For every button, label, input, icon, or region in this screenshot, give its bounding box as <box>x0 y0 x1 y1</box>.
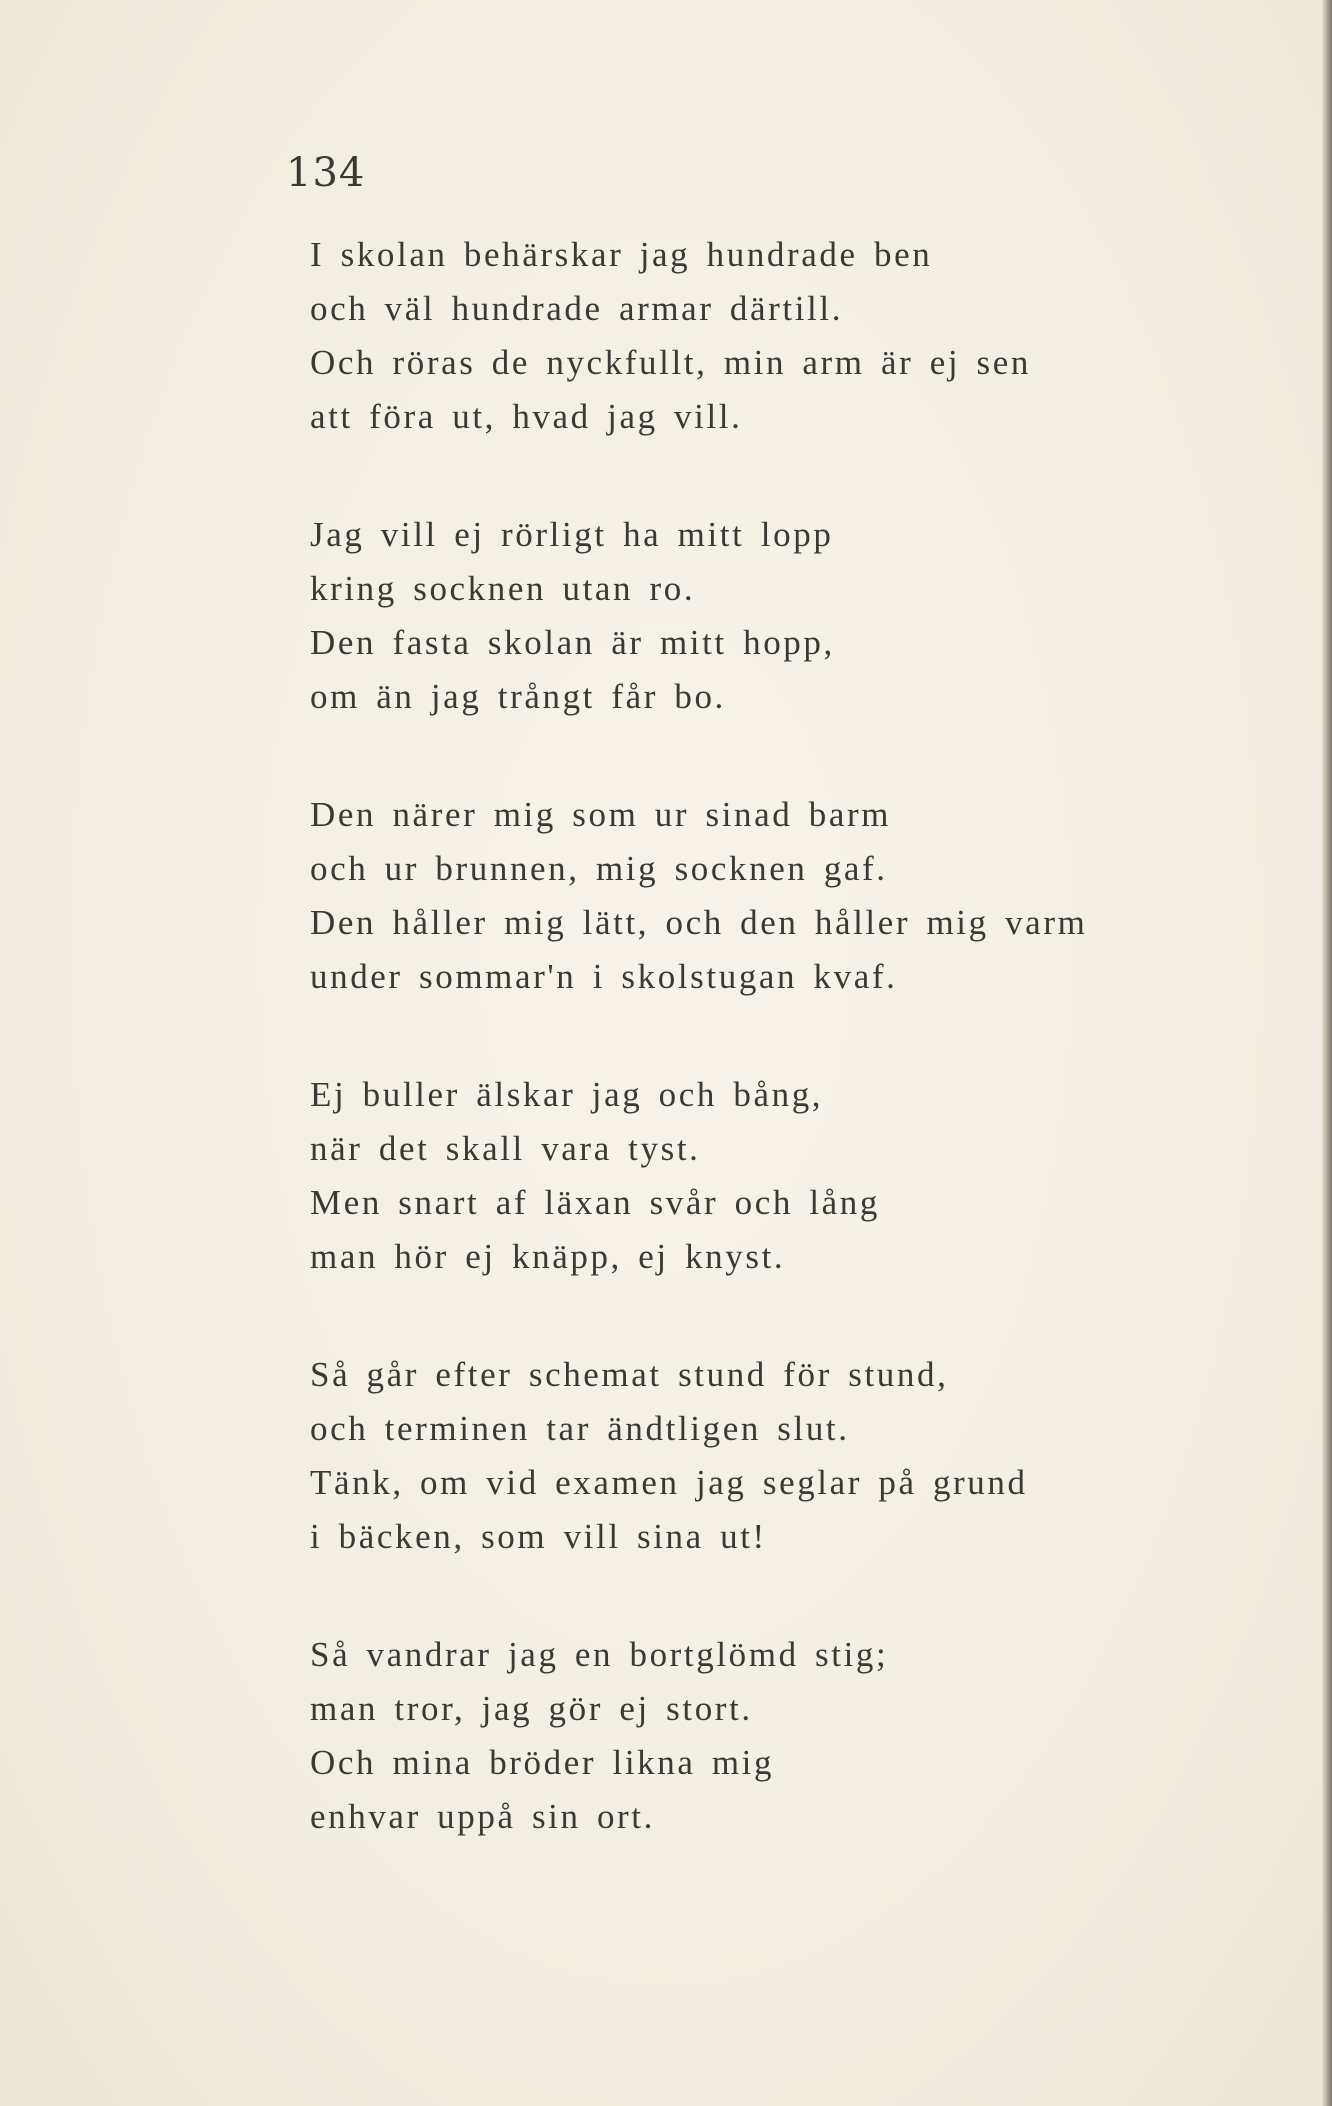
poem-line: när det skall vara tyst. <box>310 1129 701 1168</box>
stanza-2 <box>310 508 1210 724</box>
page-number: 134 <box>286 150 366 196</box>
poem-line: Och röras de nyckfullt, min arm är ej sen <box>310 343 1031 382</box>
stanza-5 <box>310 1348 1210 1564</box>
poem-line: I skolan behärskar jag hundrade ben <box>310 235 933 274</box>
stanza-4 <box>310 1068 1210 1284</box>
poem-line: Den fasta skolan är mitt hopp, <box>310 623 835 662</box>
poem-line: Den närer mig som ur sinad barm <box>310 795 892 834</box>
stanza-1 <box>310 228 1210 444</box>
poem-line: och väl hundrade armar därtill. <box>310 289 844 328</box>
poem-line: om än jag trångt får bo. <box>310 677 726 716</box>
poem-line: Men snart af läxan svår och lång <box>310 1183 880 1222</box>
poem-line: och ur brunnen, mig socknen gaf. <box>310 849 888 888</box>
poem-line: Tänk, om vid examen jag seglar på grund <box>310 1463 1028 1502</box>
poem-line: Jag vill ej rörligt ha mitt lopp <box>310 515 834 554</box>
poem-line: under sommar'n i skolstugan kvaf. <box>310 957 898 996</box>
stanza-3 <box>310 788 1210 1004</box>
poem <box>310 228 1210 1908</box>
poem-line: att föra ut, hvad jag vill. <box>310 397 743 436</box>
poem-line: Så går efter schemat stund för stund, <box>310 1355 949 1394</box>
poem-line: enhvar uppå sin ort. <box>310 1797 655 1836</box>
stanza-6 <box>310 1628 1210 1844</box>
page-edge-shadow <box>1322 0 1332 2106</box>
poem-line: Och mina bröder likna mig <box>310 1743 775 1782</box>
poem-line: man hör ej knäpp, ej knyst. <box>310 1237 786 1276</box>
poem-line: man tror, jag gör ej stort. <box>310 1689 753 1728</box>
poem-line: kring socknen utan ro. <box>310 569 696 608</box>
poem-line: i bäcken, som vill sina ut! <box>310 1517 767 1556</box>
poem-line: Den håller mig lätt, och den håller mig varm <box>310 903 1088 942</box>
poem-line: och terminen tar ändtligen slut. <box>310 1409 850 1448</box>
poem-line: Ej buller älskar jag och bång, <box>310 1075 824 1114</box>
poem-line: Så vandrar jag en bortglömd stig; <box>310 1635 889 1674</box>
